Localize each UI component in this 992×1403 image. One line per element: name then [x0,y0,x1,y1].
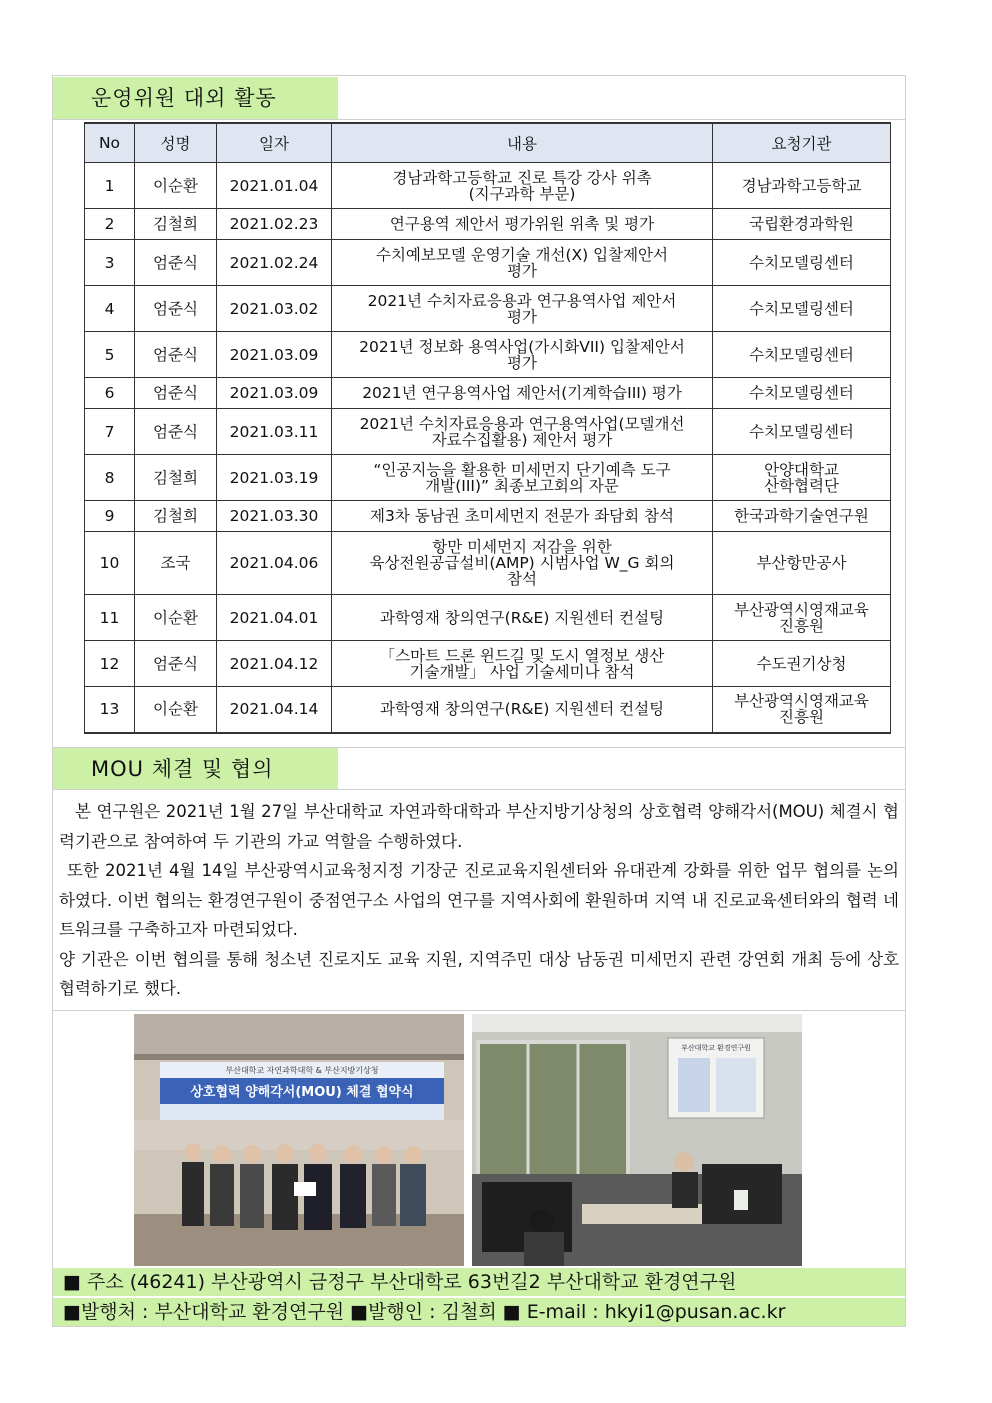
cell-content-line: 「스마트 드론 윈드길 및 도시 열정보 생산 [379,646,665,665]
cell-date: 2021.04.12 [217,641,332,687]
cell-name: 엄준식 [135,286,217,332]
cell-date: 2021.03.09 [217,378,332,409]
cell-content-line: (지구과학 부문) [468,184,576,203]
cell-no: 10 [85,532,135,595]
cell-date: 2021.03.19 [217,455,332,501]
cell-content-line: 개발(III)” 최종보고회의 자문 [425,476,619,495]
section-title-mou: MOU 체결 및 협의 [53,748,338,790]
table-row [85,687,891,733]
cell-date: 2021.01.04 [217,163,332,209]
cell-org-line: 부산항만공사 [756,554,847,572]
cell-date: 2021.02.24 [217,240,332,286]
cell-no: 1 [85,163,135,209]
mou-body [59,797,899,1004]
mou-paragraph: 양 기관은 이번 협의를 통해 청소년 진로지도 교육 지원, 지역주민 대상 남동권 미세먼지 관련 강연회 개최 등에 상호 협력하기로 했다. [59,949,899,998]
cell-no: 6 [85,378,135,409]
cell-org [713,209,891,240]
column-header-org: 요청기관 [713,123,891,163]
cell-content-line: 2021년 연구용역사업 제안서(기계학습III) 평가 [362,384,682,402]
cell-content [332,532,713,595]
table-row [85,595,891,641]
cell-content-line: 항만 미세먼지 저감을 위한 [432,538,612,556]
cell-name: 조국 [135,532,217,595]
cell-org-line: 수치모델링센터 [749,384,854,402]
cell-name: 김철희 [135,209,217,240]
cell-org [713,595,891,641]
cell-org [713,409,891,455]
cell-org-line: 경남과학고등학교 [741,176,862,195]
cell-content-line: 2021년 수치자료응용과 연구용역사업(모델개선 [359,414,685,433]
cell-no: 13 [85,687,135,733]
cell-org-line: 산학협력단 [764,476,839,495]
photo-meeting [472,1014,802,1266]
mou-paragraph: 또한 2021년 4월 14일 부산광역시교육청지정 기장군 진로교육지원센터와 유대관계 강화를 위한 업무 협의를 논의하였다. 이번 협의는 환경연구원이 중점연구소 사업의 연구를 지역사회에 환원하며 지역 내 진로교육센터와의 협력 네트워크를 구축하고자 마련되었다. [59,861,899,939]
section-divider [53,119,905,120]
cell-content-line: 2021년 정보화 용역사업(가시화VII) 입찰제안서 [359,337,685,356]
footer-publisher: ■발행처 : 부산대학교 환경연구원 ■발행인 : 김철희 ■ E-mail : hkyi1@pusan.ac.kr [53,1298,905,1326]
banner-subtitle: 부산대학교 자연과학대학 & 부산지방기상청 [225,1066,379,1075]
table-row [85,286,891,332]
column-header-content: 내용 [332,123,713,163]
cell-content [332,641,713,687]
cell-date: 2021.03.02 [217,286,332,332]
cell-date: 2021.03.09 [217,332,332,378]
cell-org [713,455,891,501]
cell-no: 3 [85,240,135,286]
cell-content [332,209,713,240]
cell-no: 12 [85,641,135,687]
cell-org [713,163,891,209]
cell-name: 엄준식 [135,409,217,455]
cell-content-line: 제3차 동남권 초미세먼지 전문가 좌담회 참석 [369,507,674,525]
cell-content [332,687,713,733]
cell-no: 11 [85,595,135,641]
table-row [85,240,891,286]
cell-org [713,532,891,595]
table-row [85,163,891,209]
section-divider [53,789,905,790]
cell-content-line: 참석 [507,570,537,588]
cell-no: 5 [85,332,135,378]
photo-mou-ceremony [134,1014,464,1266]
cell-content [332,286,713,332]
table-row [85,332,891,378]
cell-org-line: 국립환경과학원 [749,215,854,233]
footer-address: ■ 주소 (46241) 부산광역시 금정구 부산대학로 63번길2 부산대학교 환경연구원 [53,1268,905,1296]
cell-name: 엄준식 [135,378,217,409]
section-divider [53,1010,905,1011]
cell-org-line: 한국과학기술연구원 [734,507,869,525]
cell-date: 2021.04.01 [217,595,332,641]
cell-content-line: 평가 [507,353,537,372]
cell-org [713,240,891,286]
cell-content [332,163,713,209]
cell-content-line: 기술개발」 사업 기술세미나 참석 [409,662,635,681]
table-header-row [85,123,891,163]
cell-org-line: 부산광역시영재교육 [734,600,869,619]
cell-date: 2021.03.30 [217,501,332,532]
cell-content-line: 육상전원공급설비(AMP) 시범사업 W_G 회의 [369,554,675,572]
cell-org-line: 부산광역시영재교육 [734,692,869,711]
column-header-no: No [85,123,135,163]
cell-content-line: 자료수집활용) 제안서 평가 [431,430,613,449]
cell-content-line: 과학영재 창의연구(R&E) 지원센터 컨설팅 [379,608,665,627]
cell-org [713,687,891,733]
table-row [85,501,891,532]
cell-content [332,378,713,409]
cell-org-line: 수치모델링센터 [749,253,854,272]
cell-content-line: 수치예보모델 운영기술 개선(X) 입찰제안서 [375,245,669,264]
cell-content-line: 평가 [507,307,537,326]
table-row [85,209,891,240]
table-row [85,532,891,595]
cell-name: 엄준식 [135,332,217,378]
cell-content-line: 2021년 수치자료응용과 연구용역사업 제안서 [367,291,677,310]
cell-org-line: 수치모델링센터 [749,422,854,441]
table-body [85,163,891,733]
mou-paragraph: 본 연구원은 2021년 1월 27일 부산대학교 자연과학대학과 부산지방기상청의 상호협력 양해각서(MOU) 체결시 협력기관으로 참여하여 두 기관의 가교 역할을 수행하였다. [59,802,899,851]
cell-no: 4 [85,286,135,332]
cell-org [713,378,891,409]
banner-title: 상호협력 양해각서(MOU) 체결 협약식 [190,1085,414,1100]
cell-org [713,641,891,687]
cell-date: 2021.02.23 [217,209,332,240]
cell-content-line: 과학영재 창의연구(R&E) 지원센터 컨설팅 [379,700,665,719]
cell-org-line: 진흥원 [779,708,824,727]
cell-no: 8 [85,455,135,501]
cell-org-line: 안양대학교 [764,460,839,479]
table-row [85,378,891,409]
cell-name: 김철희 [135,455,217,501]
cell-org [713,286,891,332]
cell-name: 이순환 [135,163,217,209]
cell-content-line: “인공지능을 활용한 미세먼지 단기예측 도구 [373,460,671,479]
activities-table [84,122,891,734]
cell-content-line: 평가 [507,261,537,280]
table-row [85,641,891,687]
section-title-activities: 운영위원 대외 활동 [53,77,338,119]
column-header-date: 일자 [217,123,332,163]
cell-name: 엄준식 [135,641,217,687]
cell-name: 김철희 [135,501,217,532]
cell-content-line: 경남과학고등학교 진로 특강 강사 위촉 [392,168,652,187]
cell-org-line: 수치모델링센터 [749,299,854,318]
table-row [85,455,891,501]
cell-org [713,332,891,378]
cell-content [332,409,713,455]
cell-name: 엄준식 [135,240,217,286]
cell-date: 2021.04.14 [217,687,332,733]
cell-org-line: 수치모델링센터 [749,345,854,364]
cell-content [332,332,713,378]
cell-date: 2021.03.11 [217,409,332,455]
cell-no: 7 [85,409,135,455]
cell-content [332,455,713,501]
cell-name: 이순환 [135,595,217,641]
cell-no: 9 [85,501,135,532]
cell-content [332,595,713,641]
cell-content-line: 연구용역 제안서 평가위원 위촉 및 평가 [389,215,655,233]
cell-content [332,240,713,286]
cell-date: 2021.04.06 [217,532,332,595]
cell-no: 2 [85,209,135,240]
cell-org [713,501,891,532]
cell-name: 이순환 [135,687,217,733]
column-header-name: 성명 [135,123,217,163]
cell-content [332,501,713,532]
board-title: 부산대학교 환경연구원 [681,1044,751,1052]
cell-org-line: 수도권기상청 [756,654,847,673]
table-row [85,409,891,455]
cell-org-line: 진흥원 [779,616,824,635]
